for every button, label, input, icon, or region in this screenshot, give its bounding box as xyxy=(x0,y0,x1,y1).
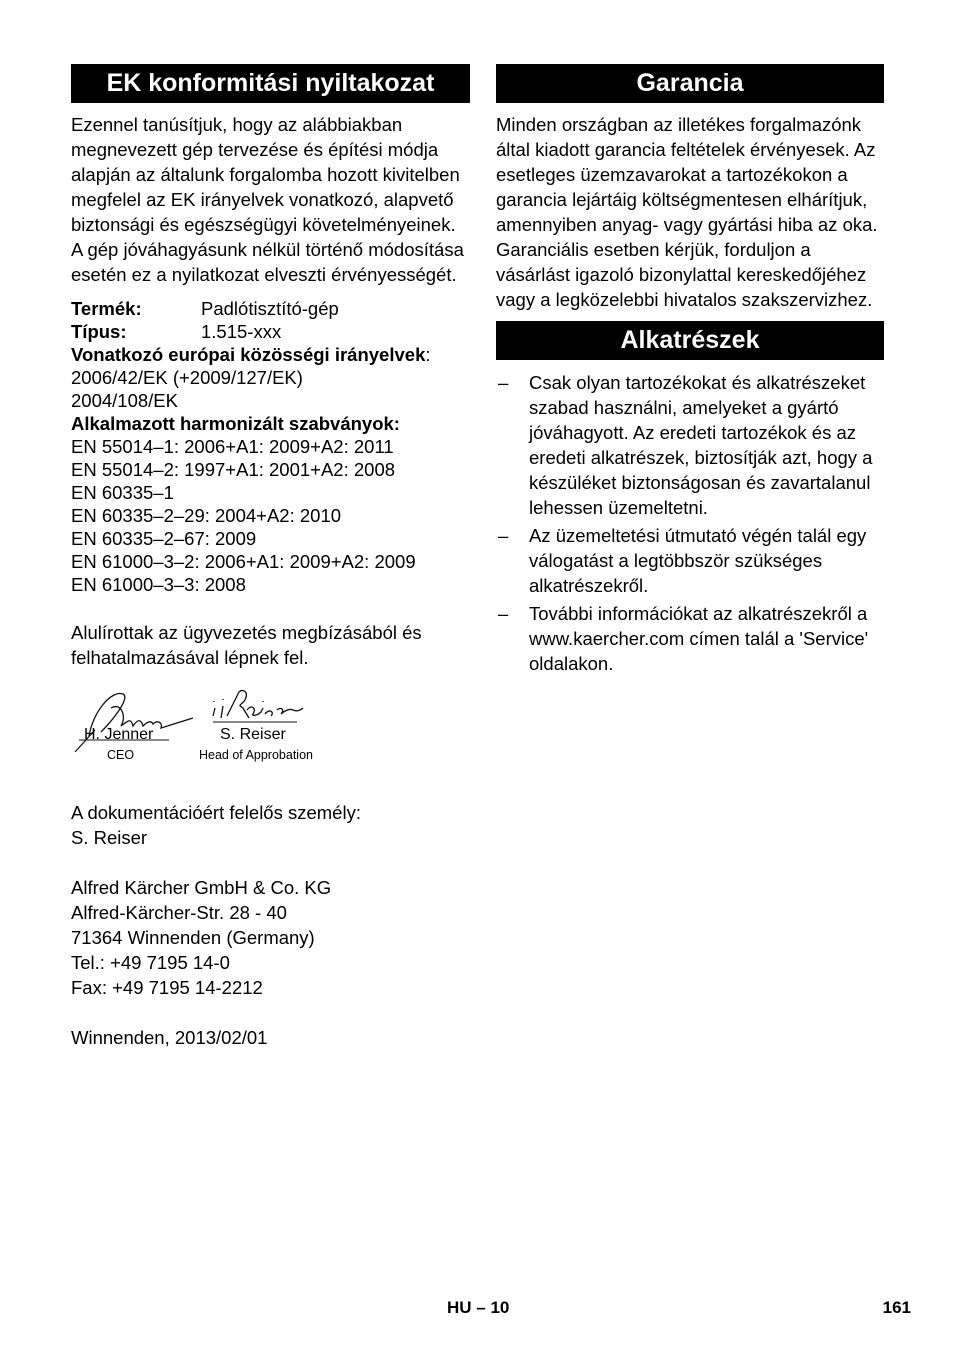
type-row xyxy=(71,320,470,343)
product-row xyxy=(71,297,470,320)
address-line: Alfred Kärcher GmbH & Co. KG xyxy=(71,877,332,898)
list-item xyxy=(496,601,884,676)
place-date: Winnenden, 2013/02/01 xyxy=(71,1027,268,1048)
standard-item: EN 61000–3–2: 2006+A1: 2009+A2: 2009 xyxy=(71,551,416,572)
address-line: 71364 Winnenden (Germany) xyxy=(71,927,315,948)
list-item xyxy=(496,523,884,598)
directives-colon: : xyxy=(425,344,431,365)
parts-list xyxy=(496,370,884,676)
dash-bullet: – xyxy=(498,603,509,624)
standard-item: EN 60335–1 xyxy=(71,482,174,503)
list-item-text: Az üzemeltetési útmutató végén talál egy válogatást a legtöbbször szükséges alkatrészekről. xyxy=(529,525,867,596)
signature-reiser-title: Head of Approbation xyxy=(199,748,313,762)
dash-bullet: – xyxy=(498,372,509,393)
directive-item: 2004/108/EK xyxy=(71,390,178,411)
signature-area xyxy=(71,682,470,790)
responsible-label: A dokumentációért felelős személy: xyxy=(71,802,361,823)
standard-item: EN 60335–2–67: 2009 xyxy=(71,528,257,549)
directive-item: 2006/42/EK (+2009/127/EK) xyxy=(71,367,303,388)
standard-item: EN 60335–2–29: 2004+A2: 2010 xyxy=(71,505,342,526)
address-line: Alfred-Kärcher-Str. 28 - 40 xyxy=(71,902,287,923)
directives-heading xyxy=(71,343,470,366)
parts-heading: Alkatrészek xyxy=(496,321,884,360)
list-item xyxy=(496,370,884,520)
product-specification xyxy=(71,297,470,596)
type-label: Típus: xyxy=(71,321,127,342)
signature-jenner-name: H. Jenner xyxy=(84,726,154,743)
list-item-text: További információkat az alkatrészekről a www.kaercher.com címen talál a 'Service' oldalakon. xyxy=(529,603,869,674)
warranty-column xyxy=(496,64,884,679)
signature-jenner-title: CEO xyxy=(107,748,135,762)
footer-section-label: HU – 10 xyxy=(447,1298,510,1317)
warranty-heading: Garancia xyxy=(496,64,884,103)
standard-item: EN 55014–2: 1997+A1: 2001+A2: 2008 xyxy=(71,459,396,480)
product-label: Termék: xyxy=(71,298,142,319)
declaration-column xyxy=(71,64,470,1050)
standards-label: Alkalmazott harmonizált szabványok: xyxy=(71,413,400,434)
type-value: 1.515-xxx xyxy=(201,321,282,342)
declaration-intro: Ezennel tanúsítjuk, hogy az alábbiakban megnevezett gép tervezése és építési módja alapján az általunk forgalomba hozott kivitelben megfelel az EK irányelvek vonatkozó, alapvető biztonsági és egészségügyi követelményeinek. A gép jóváhagyásunk nélkül történő módosítása esetén ez a nyilatkozat elveszti érvényességét. xyxy=(71,114,464,285)
declaration-heading: EK konformitási nyiltakozat xyxy=(71,64,470,103)
responsible-block xyxy=(71,800,470,850)
signature-reiser-name: S. Reiser xyxy=(220,726,286,743)
standard-item: EN 61000–3–3: 2008 xyxy=(71,574,246,595)
company-address xyxy=(71,875,470,1000)
product-value: Padlótisztító-gép xyxy=(201,298,339,319)
warranty-text: Minden országban az illetékes forgalmazónk által kiadott garancia feltételek érvényesek. Az esetleges üzemzavarokat a tartozékokon a garancia lejártáig költségmentesen elhárítjuk, amennyiben anyag- vagy gyártási hiba az oka. Garanciális esetben kérjük, forduljon a vásárlást igazoló bizonylattal kereskedőjéhez vagy a legközelebbi hivatalos szakszervizhez. xyxy=(496,114,878,310)
directives-label: Vonatkozó európai közösségi irányelvek xyxy=(71,344,426,365)
address-line: Tel.: +49 7195 14-0 xyxy=(71,952,230,973)
address-line: Fax: +49 7195 14-2212 xyxy=(71,977,263,998)
list-item-text: Csak olyan tartozékokat és alkatrészeket szabad használni, amelyeket a gyártó jóváhagyott. Az eredeti tartozékok és az eredeti alkatrészek, biztosítják azt, hogy a készüléket biztonságosan és zavartalanul lehessen üzemeltetni. xyxy=(529,372,873,518)
page-number: 161 xyxy=(882,1298,911,1317)
signatories-text: Alulírottak az ügyvezetés megbízásából és felhatalmazásával lépnek fel. xyxy=(71,622,422,668)
responsible-name: S. Reiser xyxy=(71,827,148,848)
dash-bullet: – xyxy=(498,525,509,546)
standard-item: EN 55014–1: 2006+A1: 2009+A2: 2011 xyxy=(71,436,394,457)
